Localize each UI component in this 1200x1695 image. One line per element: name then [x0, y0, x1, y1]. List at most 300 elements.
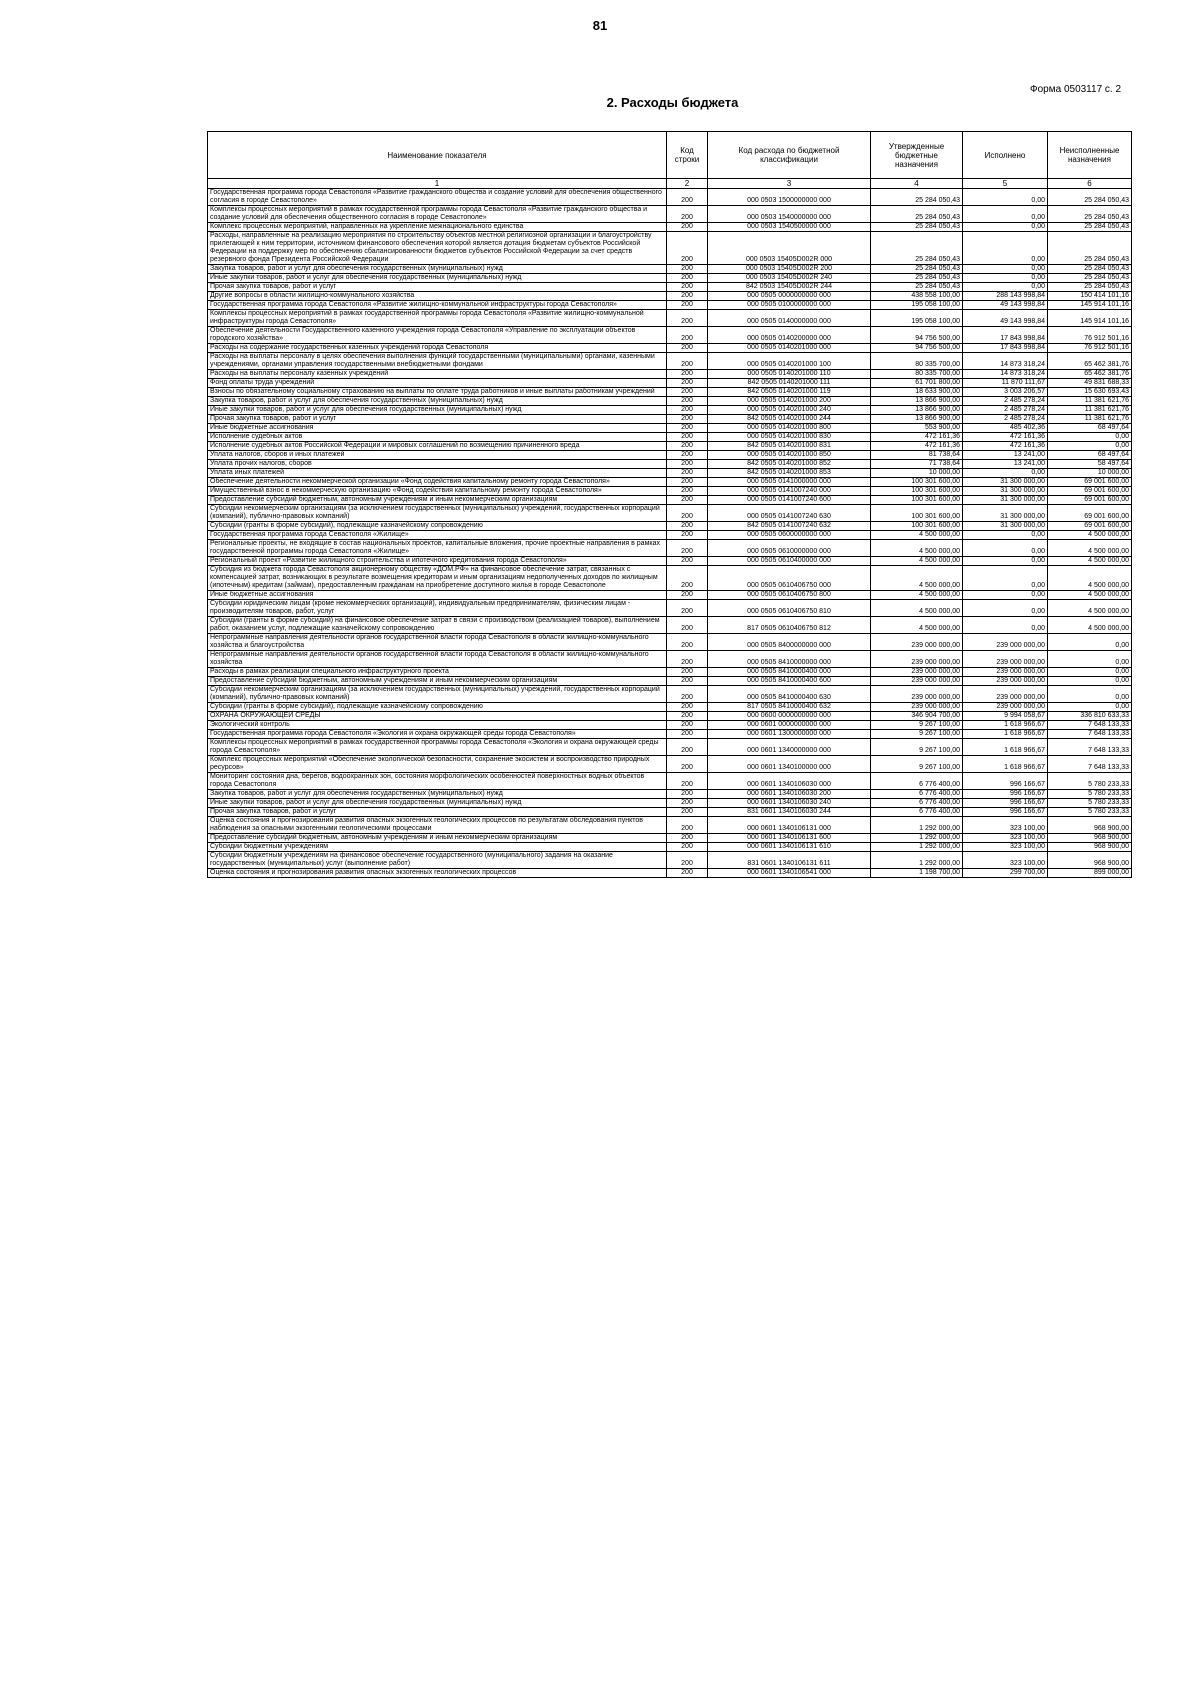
- cell-unexecuted: 7 648 133,33: [1048, 739, 1132, 756]
- cell-classification-code: 842 0505 0140201000 853: [708, 469, 871, 478]
- cell-executed: 31 300 000,00: [963, 478, 1048, 487]
- cell-classification-code: 817 0505 8410000400 632: [708, 703, 871, 712]
- cell-unexecuted: 76 912 501,16: [1048, 344, 1132, 353]
- cell-unexecuted: 65 462 381,76: [1048, 353, 1132, 370]
- cell-row-code: 200: [667, 773, 708, 790]
- table-row: [208, 487, 1132, 496]
- cell-approved: 239 000 000,00: [871, 668, 963, 677]
- cell-executed: 13 241,00: [963, 460, 1048, 469]
- cell-executed: 0,00: [963, 566, 1048, 591]
- cell-approved: 239 000 000,00: [871, 651, 963, 668]
- cell-row-code: 200: [667, 232, 708, 265]
- cell-unexecuted: 968 900,00: [1048, 843, 1132, 852]
- cell-indicator-name: Комплекс процессных мероприятий «Обеспечение экологической безопасности, сохранение экосистем и воспроизводство природных ресурсов»: [208, 756, 667, 773]
- cell-classification-code: 842 0505 0140201000 111: [708, 379, 871, 388]
- cell-unexecuted: 0,00: [1048, 677, 1132, 686]
- cell-classification-code: 000 0505 8410000400 600: [708, 677, 871, 686]
- table-row: [208, 189, 1132, 206]
- cell-approved: 4 500 000,00: [871, 557, 963, 566]
- cell-executed: 0,00: [963, 283, 1048, 292]
- cell-executed: 0,00: [963, 617, 1048, 634]
- cell-unexecuted: 7 648 133,33: [1048, 756, 1132, 773]
- cell-executed: 239 000 000,00: [963, 634, 1048, 651]
- cell-executed: 0,00: [963, 206, 1048, 223]
- cell-approved: 94 756 500,00: [871, 344, 963, 353]
- cell-indicator-name: Иные закупки товаров, работ и услуг для обеспечения государственных (муниципальных) нужд: [208, 274, 667, 283]
- cell-approved: 4 500 000,00: [871, 591, 963, 600]
- cell-indicator-name: Прочая закупка товаров, работ и услуг: [208, 283, 667, 292]
- cell-executed: 2 485 278,24: [963, 415, 1048, 424]
- cell-row-code: 200: [667, 496, 708, 505]
- cell-unexecuted: 25 284 050,43: [1048, 274, 1132, 283]
- cell-approved: 346 904 700,00: [871, 712, 963, 721]
- cell-indicator-name: Иные бюджетные ассигнования: [208, 424, 667, 433]
- table-row: [208, 206, 1132, 223]
- column-number: 6: [1048, 179, 1132, 189]
- cell-approved: 472 161,36: [871, 433, 963, 442]
- cell-indicator-name: Уплата иных платежей: [208, 469, 667, 478]
- cell-classification-code: 000 0601 1340106030 240: [708, 799, 871, 808]
- cell-row-code: 200: [667, 540, 708, 557]
- cell-row-code: 200: [667, 397, 708, 406]
- cell-row-code: 200: [667, 799, 708, 808]
- cell-classification-code: 000 0505 0140201000 110: [708, 370, 871, 379]
- cell-classification-code: 000 0505 0610406750 000: [708, 566, 871, 591]
- cell-row-code: 200: [667, 469, 708, 478]
- cell-unexecuted: 11 381 621,76: [1048, 406, 1132, 415]
- cell-approved: 94 756 500,00: [871, 327, 963, 344]
- cell-unexecuted: 5 780 233,33: [1048, 799, 1132, 808]
- cell-classification-code: 831 0601 1340106131 611: [708, 852, 871, 869]
- expenses-table: [207, 131, 1132, 878]
- cell-unexecuted: 4 500 000,00: [1048, 540, 1132, 557]
- cell-approved: 25 284 050,43: [871, 283, 963, 292]
- cell-unexecuted: 336 810 633,33: [1048, 712, 1132, 721]
- cell-executed: 17 843 998,84: [963, 327, 1048, 344]
- cell-approved: 9 267 100,00: [871, 739, 963, 756]
- cell-approved: 80 335 700,00: [871, 353, 963, 370]
- cell-executed: 299 700,00: [963, 869, 1048, 878]
- cell-classification-code: 842 0503 15405D002R 244: [708, 283, 871, 292]
- column-header-approved: Утвержденные бюджетные назначения: [871, 132, 963, 179]
- cell-unexecuted: 150 414 101,16: [1048, 292, 1132, 301]
- cell-approved: 239 000 000,00: [871, 686, 963, 703]
- cell-executed: 472 161,36: [963, 442, 1048, 451]
- table-row: [208, 721, 1132, 730]
- cell-row-code: 200: [667, 310, 708, 327]
- cell-approved: 1 292 000,00: [871, 834, 963, 843]
- table-row: [208, 869, 1132, 878]
- cell-unexecuted: 65 462 381,76: [1048, 370, 1132, 379]
- cell-unexecuted: 7 648 133,33: [1048, 721, 1132, 730]
- cell-indicator-name: Региональный проект «Развитие жилищного строительства и ипотечного кредитования города Севастополя»: [208, 557, 667, 566]
- cell-row-code: 200: [667, 189, 708, 206]
- cell-unexecuted: 4 500 000,00: [1048, 566, 1132, 591]
- cell-approved: 1 292 000,00: [871, 852, 963, 869]
- cell-classification-code: 842 0505 0141007240 632: [708, 522, 871, 531]
- cell-unexecuted: 4 500 000,00: [1048, 600, 1132, 617]
- cell-unexecuted: 25 284 050,43: [1048, 232, 1132, 265]
- cell-unexecuted: 25 284 050,43: [1048, 265, 1132, 274]
- cell-executed: 323 100,00: [963, 834, 1048, 843]
- cell-indicator-name: Региональные проекты, не входящие в состав национальных проектов, капитальные вложения, прочие проектные направления в рамках государственной программы города Севастополя «Жилище»: [208, 540, 667, 557]
- cell-classification-code: 000 0505 8410000400 000: [708, 668, 871, 677]
- cell-classification-code: 000 0505 0140201000 100: [708, 353, 871, 370]
- cell-approved: 61 701 800,00: [871, 379, 963, 388]
- table-row: [208, 460, 1132, 469]
- table-row: [208, 223, 1132, 232]
- cell-indicator-name: Комплексы процессных мероприятий в рамках государственной программы города Севастополя «Развитие гражданского общества и создание условий для обеспечения общественного согласия в городе Севастополе»: [208, 206, 667, 223]
- cell-indicator-name: Предоставление субсидий бюджетным, автономным учреждениям и иным некоммерческим организациям: [208, 677, 667, 686]
- cell-classification-code: 000 0601 1340106030 000: [708, 773, 871, 790]
- cell-executed: 2 485 278,24: [963, 397, 1048, 406]
- cell-executed: 14 873 318,24: [963, 353, 1048, 370]
- cell-row-code: 200: [667, 370, 708, 379]
- cell-row-code: 200: [667, 388, 708, 397]
- cell-executed: 0,00: [963, 531, 1048, 540]
- table-row: [208, 773, 1132, 790]
- cell-classification-code: 000 0503 15405D002R 240: [708, 274, 871, 283]
- cell-executed: 11 870 111,67: [963, 379, 1048, 388]
- cell-executed: 239 000 000,00: [963, 651, 1048, 668]
- cell-approved: 239 000 000,00: [871, 703, 963, 712]
- cell-indicator-name: Закупка товаров, работ и услуг для обеспечения государственных (муниципальных) нужд: [208, 265, 667, 274]
- cell-classification-code: 842 0505 0140201000 831: [708, 442, 871, 451]
- cell-indicator-name: Оценка состояния и прогнозирования развития опасных экзогенных геологических процессов: [208, 869, 667, 878]
- cell-executed: 0,00: [963, 591, 1048, 600]
- cell-row-code: 200: [667, 433, 708, 442]
- cell-indicator-name: Закупка товаров, работ и услуг для обеспечения государственных (муниципальных) нужд: [208, 790, 667, 799]
- cell-unexecuted: 0,00: [1048, 433, 1132, 442]
- column-header-unexecuted: Неисполненные назначения: [1048, 132, 1132, 179]
- cell-row-code: 200: [667, 451, 708, 460]
- cell-classification-code: 842 0505 0140201000 244: [708, 415, 871, 424]
- column-header-row-code: Код строки: [667, 132, 708, 179]
- cell-approved: 25 284 050,43: [871, 265, 963, 274]
- cell-row-code: 200: [667, 206, 708, 223]
- cell-classification-code: 000 0505 0610400000 000: [708, 557, 871, 566]
- cell-indicator-name: Взносы по обязательному социальному страхованию на выплаты по оплате труда работников и иные выплаты работникам учреждений: [208, 388, 667, 397]
- column-header-executed: Исполнено: [963, 132, 1048, 179]
- table-row: [208, 808, 1132, 817]
- cell-approved: 100 301 600,00: [871, 478, 963, 487]
- table-row: [208, 566, 1132, 591]
- table-row: [208, 634, 1132, 651]
- cell-unexecuted: 145 914 101,16: [1048, 310, 1132, 327]
- cell-row-code: 200: [667, 327, 708, 344]
- table-row: [208, 388, 1132, 397]
- cell-row-code: 200: [667, 460, 708, 469]
- cell-executed: 31 300 000,00: [963, 487, 1048, 496]
- cell-unexecuted: 968 900,00: [1048, 834, 1132, 843]
- cell-row-code: 200: [667, 790, 708, 799]
- cell-indicator-name: Оценка состояния и прогнозирования развития опасных экзогенных геологических процессов по результатам обследования пунктов наблюдения за опасными экзогенными геологическими процессами: [208, 817, 667, 834]
- cell-unexecuted: 58 497,64: [1048, 460, 1132, 469]
- cell-classification-code: 000 0505 0000000000 000: [708, 292, 871, 301]
- cell-executed: 239 000 000,00: [963, 686, 1048, 703]
- cell-classification-code: 000 0601 1340000000 000: [708, 739, 871, 756]
- page-number: 81: [592, 18, 608, 33]
- cell-row-code: 200: [667, 808, 708, 817]
- cell-unexecuted: 69 001 600,00: [1048, 505, 1132, 522]
- table-row: [208, 834, 1132, 843]
- cell-classification-code: 000 0503 1500000000 000: [708, 189, 871, 206]
- cell-executed: 13 241,00: [963, 451, 1048, 460]
- cell-classification-code: 000 0505 0610000000 000: [708, 540, 871, 557]
- cell-classification-code: 000 0505 0141000000 000: [708, 478, 871, 487]
- cell-executed: 49 143 998,84: [963, 301, 1048, 310]
- cell-classification-code: 000 0505 0140201000 240: [708, 406, 871, 415]
- cell-indicator-name: Субсидии юридическим лицам (кроме некоммерческих организаций), индивидуальным предпринимателям, физическим лицам - производителям товаров, работ, услуг: [208, 600, 667, 617]
- cell-unexecuted: 0,00: [1048, 651, 1132, 668]
- cell-approved: 438 558 100,00: [871, 292, 963, 301]
- cell-unexecuted: 4 500 000,00: [1048, 557, 1132, 566]
- cell-unexecuted: 25 284 050,43: [1048, 223, 1132, 232]
- cell-row-code: 200: [667, 478, 708, 487]
- cell-classification-code: 000 0600 0000000000 000: [708, 712, 871, 721]
- cell-classification-code: 000 0503 15405D002R 200: [708, 265, 871, 274]
- cell-row-code: 200: [667, 730, 708, 739]
- cell-executed: 485 402,36: [963, 424, 1048, 433]
- cell-executed: 1 618 966,67: [963, 721, 1048, 730]
- cell-classification-code: 000 0601 1340100000 000: [708, 756, 871, 773]
- cell-classification-code: 000 0601 1300000000 000: [708, 730, 871, 739]
- cell-approved: 4 500 000,00: [871, 617, 963, 634]
- cell-indicator-name: Субсидии (гранты в форме субсидий) на финансовое обеспечение затрат в связи с производством (реализацией товаров), выполнением работ, оказанием услуг, подлежащие казначейскому сопровождению: [208, 617, 667, 634]
- cell-executed: 1 618 966,67: [963, 739, 1048, 756]
- cell-unexecuted: 0,00: [1048, 442, 1132, 451]
- cell-row-code: 200: [667, 739, 708, 756]
- table-row: [208, 310, 1132, 327]
- table-row: [208, 397, 1132, 406]
- cell-row-code: 200: [667, 712, 708, 721]
- table-row: [208, 756, 1132, 773]
- cell-row-code: 200: [667, 531, 708, 540]
- column-header-classification-code: Код расхода по бюджетной классификации: [708, 132, 871, 179]
- cell-indicator-name: Расходы на содержание государственных казенных учреждений города Севастополя: [208, 344, 667, 353]
- cell-approved: 4 500 000,00: [871, 540, 963, 557]
- cell-approved: 553 900,00: [871, 424, 963, 433]
- cell-unexecuted: 76 912 501,16: [1048, 327, 1132, 344]
- cell-indicator-name: Иные закупки товаров, работ и услуг для обеспечения государственных (муниципальных) нужд: [208, 406, 667, 415]
- cell-classification-code: 000 0505 0100000000 000: [708, 301, 871, 310]
- cell-classification-code: 000 0601 1340106030 200: [708, 790, 871, 799]
- cell-row-code: 200: [667, 703, 708, 712]
- table-row: [208, 469, 1132, 478]
- cell-unexecuted: 0,00: [1048, 668, 1132, 677]
- cell-classification-code: 000 0601 1340106131 610: [708, 843, 871, 852]
- cell-executed: 0,00: [963, 600, 1048, 617]
- cell-unexecuted: 0,00: [1048, 686, 1132, 703]
- cell-approved: 4 500 000,00: [871, 566, 963, 591]
- cell-approved: 6 776 400,00: [871, 790, 963, 799]
- cell-row-code: 200: [667, 817, 708, 834]
- cell-row-code: 200: [667, 292, 708, 301]
- cell-classification-code: 000 0503 1540000000 000: [708, 206, 871, 223]
- cell-unexecuted: 68 497,64: [1048, 424, 1132, 433]
- cell-classification-code: 000 0505 0140201000 800: [708, 424, 871, 433]
- cell-classification-code: 842 0505 0140201000 119: [708, 388, 871, 397]
- cell-classification-code: 000 0503 15405D002R 000: [708, 232, 871, 265]
- cell-approved: 100 301 600,00: [871, 505, 963, 522]
- cell-executed: 0,00: [963, 223, 1048, 232]
- cell-unexecuted: 5 780 233,33: [1048, 808, 1132, 817]
- table-row: [208, 790, 1132, 799]
- cell-unexecuted: 899 000,00: [1048, 869, 1132, 878]
- cell-classification-code: 000 0505 8410000000 000: [708, 651, 871, 668]
- table-row: [208, 739, 1132, 756]
- cell-approved: 100 301 600,00: [871, 522, 963, 531]
- cell-indicator-name: Субсидии бюджетным учреждениям на финансовое обеспечение государственного (муниципального) задания на оказание государственных (муниципальных) услуг (выполнение работ): [208, 852, 667, 869]
- cell-approved: 472 161,36: [871, 442, 963, 451]
- table-row: [208, 651, 1132, 668]
- cell-classification-code: 000 0505 0140200000 000: [708, 327, 871, 344]
- cell-classification-code: 000 0505 0141007240 600: [708, 496, 871, 505]
- cell-executed: 472 161,36: [963, 433, 1048, 442]
- cell-unexecuted: 49 831 688,33: [1048, 379, 1132, 388]
- table-row: [208, 406, 1132, 415]
- cell-indicator-name: Комплексы процессных мероприятий в рамках государственной программы города Севастополя «Развитие жилищно-коммунальной инфраструктуры города Севастополя»: [208, 310, 667, 327]
- table-row: [208, 591, 1132, 600]
- table-row: [208, 370, 1132, 379]
- cell-unexecuted: 11 381 621,76: [1048, 397, 1132, 406]
- table-row: [208, 451, 1132, 460]
- cell-approved: 100 301 600,00: [871, 487, 963, 496]
- cell-executed: 239 000 000,00: [963, 677, 1048, 686]
- column-number: 4: [871, 179, 963, 189]
- cell-unexecuted: 4 500 000,00: [1048, 591, 1132, 600]
- cell-indicator-name: Обеспечение деятельности Государственного казенного учреждения города Севастополя «Управление по эксплуатации объектов городского хозяйства»: [208, 327, 667, 344]
- table-row: [208, 424, 1132, 433]
- cell-indicator-name: Экологический контроль: [208, 721, 667, 730]
- cell-executed: 996 166,67: [963, 773, 1048, 790]
- cell-row-code: 200: [667, 756, 708, 773]
- cell-approved: 100 301 600,00: [871, 496, 963, 505]
- table-row: [208, 799, 1132, 808]
- cell-classification-code: 000 0505 0141007240 000: [708, 487, 871, 496]
- cell-approved: 9 267 100,00: [871, 730, 963, 739]
- table-row: [208, 301, 1132, 310]
- table-row: [208, 522, 1132, 531]
- cell-indicator-name: Расходы в рамках реализации специального инфраструктурного проекта: [208, 668, 667, 677]
- table-header-row: [208, 132, 1132, 179]
- cell-indicator-name: Закупка товаров, работ и услуг для обеспечения государственных (муниципальных) нужд: [208, 397, 667, 406]
- cell-approved: 195 058 100,00: [871, 301, 963, 310]
- cell-row-code: 200: [667, 634, 708, 651]
- cell-approved: 9 267 100,00: [871, 756, 963, 773]
- column-number-row: [208, 179, 1132, 189]
- cell-indicator-name: Субсидии (гранты в форме субсидий), подлежащие казначейскому сопровождению: [208, 703, 667, 712]
- cell-approved: 4 500 000,00: [871, 600, 963, 617]
- cell-row-code: 200: [667, 852, 708, 869]
- cell-executed: 239 000 000,00: [963, 668, 1048, 677]
- table-row: [208, 703, 1132, 712]
- cell-row-code: 200: [667, 677, 708, 686]
- cell-unexecuted: 5 780 233,33: [1048, 790, 1132, 799]
- cell-unexecuted: 69 001 600,00: [1048, 522, 1132, 531]
- cell-classification-code: 000 0505 8400000000 000: [708, 634, 871, 651]
- table-row: [208, 327, 1132, 344]
- cell-executed: 323 100,00: [963, 843, 1048, 852]
- cell-row-code: 200: [667, 869, 708, 878]
- cell-classification-code: 000 0601 1340106131 600: [708, 834, 871, 843]
- table-row: [208, 265, 1132, 274]
- cell-unexecuted: 25 284 050,43: [1048, 189, 1132, 206]
- cell-executed: 31 300 000,00: [963, 496, 1048, 505]
- cell-row-code: 200: [667, 442, 708, 451]
- cell-indicator-name: Расходы на выплаты персоналу в целях обеспечения выполнения функций государственными (муниципальными) органами, казенными учреждениями, органами управления государственными внебюджетными фондами: [208, 353, 667, 370]
- document-title: 2. Расходы бюджета: [606, 95, 739, 110]
- cell-unexecuted: 5 780 233,33: [1048, 773, 1132, 790]
- cell-indicator-name: Уплата прочих налогов, сборов: [208, 460, 667, 469]
- table-row: [208, 730, 1132, 739]
- column-number: 2: [667, 179, 708, 189]
- cell-row-code: 200: [667, 274, 708, 283]
- cell-row-code: 200: [667, 424, 708, 433]
- cell-indicator-name: Субсидии некоммерческим организациям (за исключением государственных (муниципальных) учреждений, государственных корпораций (компаний), публично-правовых компаний): [208, 686, 667, 703]
- cell-approved: 13 866 900,00: [871, 415, 963, 424]
- cell-executed: 0,00: [963, 265, 1048, 274]
- form-label: Форма 0503117 с. 2: [1030, 84, 1122, 95]
- table-row: [208, 442, 1132, 451]
- cell-classification-code: 000 0601 1340106541 000: [708, 869, 871, 878]
- cell-executed: 0,00: [963, 469, 1048, 478]
- cell-executed: 323 100,00: [963, 852, 1048, 869]
- cell-approved: 25 284 050,43: [871, 223, 963, 232]
- table-row: [208, 433, 1132, 442]
- cell-approved: 1 292 000,00: [871, 817, 963, 834]
- cell-row-code: 200: [667, 265, 708, 274]
- cell-executed: 323 100,00: [963, 817, 1048, 834]
- cell-executed: 0,00: [963, 232, 1048, 265]
- cell-classification-code: 000 0505 0610406750 810: [708, 600, 871, 617]
- cell-unexecuted: 25 284 050,43: [1048, 206, 1132, 223]
- cell-approved: 25 284 050,43: [871, 274, 963, 283]
- cell-unexecuted: 69 001 600,00: [1048, 478, 1132, 487]
- cell-approved: 25 284 050,43: [871, 189, 963, 206]
- column-number: 3: [708, 179, 871, 189]
- cell-approved: 239 000 000,00: [871, 634, 963, 651]
- cell-approved: 4 500 000,00: [871, 531, 963, 540]
- cell-indicator-name: Прочая закупка товаров, работ и услуг: [208, 415, 667, 424]
- table-row: [208, 353, 1132, 370]
- cell-classification-code: 000 0505 0600000000 000: [708, 531, 871, 540]
- table-row: [208, 852, 1132, 869]
- table-row: [208, 817, 1132, 834]
- cell-classification-code: 000 0503 1540500000 000: [708, 223, 871, 232]
- cell-indicator-name: Прочая закупка товаров, работ и услуг: [208, 808, 667, 817]
- table-row: [208, 540, 1132, 557]
- cell-executed: 0,00: [963, 274, 1048, 283]
- cell-approved: 9 267 100,00: [871, 721, 963, 730]
- table-row: [208, 292, 1132, 301]
- cell-classification-code: 000 0505 0140201000 200: [708, 397, 871, 406]
- cell-row-code: 200: [667, 415, 708, 424]
- cell-classification-code: 000 0601 1340106131 000: [708, 817, 871, 834]
- table-row: [208, 668, 1132, 677]
- cell-indicator-name: Обеспечение деятельности некоммерческой организации «Фонд содействия капитальному ремонту города Севастополя»: [208, 478, 667, 487]
- cell-row-code: 200: [667, 566, 708, 591]
- cell-indicator-name: Субсидии (гранты в форме субсидий), подлежащие казначейскому сопровождению: [208, 522, 667, 531]
- cell-approved: 18 633 900,00: [871, 388, 963, 397]
- table-row: [208, 283, 1132, 292]
- cell-row-code: 200: [667, 617, 708, 634]
- cell-executed: 1 618 966,67: [963, 730, 1048, 739]
- cell-indicator-name: Непрограммные направления деятельности органов государственной власти города Севастополя в области жилищно-коммунального хозяйства: [208, 651, 667, 668]
- table-row: [208, 843, 1132, 852]
- cell-indicator-name: Субсидии бюджетным учреждениям: [208, 843, 667, 852]
- cell-row-code: 200: [667, 223, 708, 232]
